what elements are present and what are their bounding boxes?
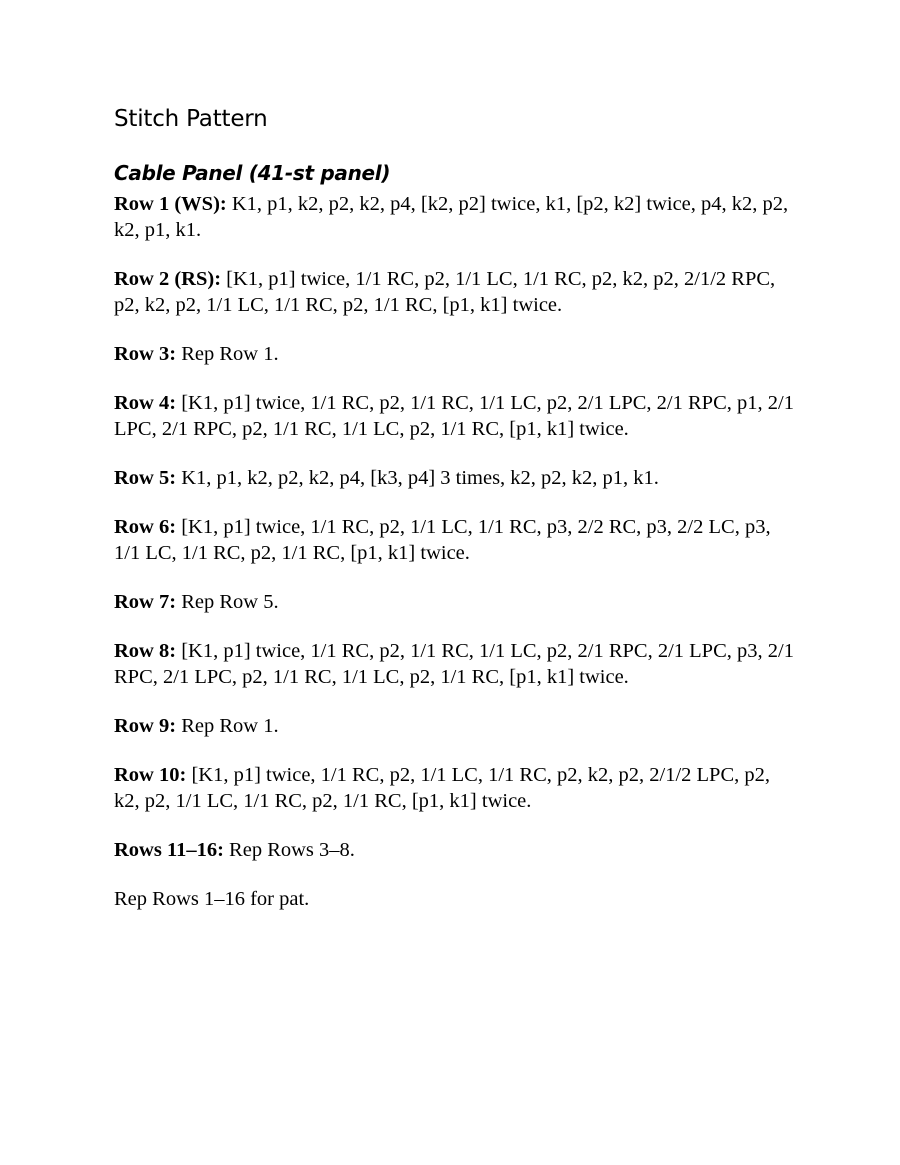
- row-instructions: Rep Row 1.: [176, 715, 279, 737]
- pattern-row: [114, 465, 794, 491]
- panel-subtitle: Cable Panel (41-st panel): [114, 161, 391, 185]
- pattern-row: [114, 762, 794, 814]
- pattern-row: [114, 837, 794, 863]
- row-instructions: [K1, p1] twice, 1/1 RC, p2, 1/1 RC, 1/1 LC, p2, 2/1 RPC, 2/1 LPC, p3, 2/1 RPC, 2/1 LPC, p2, 1/1 RC, 1/1 LC, p2, 1/1 RC, [p1, k1] twice.: [114, 640, 794, 688]
- pattern-row: [114, 191, 794, 243]
- row-instructions: Rep Row 5.: [176, 591, 279, 613]
- pattern-summary: [114, 886, 794, 912]
- row-instructions: K1, p1, k2, p2, k2, p4, [k3, p4] 3 times, k2, p2, k2, p1, k1.: [176, 467, 659, 489]
- row-instructions: Rep Rows 3–8.: [223, 839, 355, 861]
- row-instructions: [K1, p1] twice, 1/1 RC, p2, 1/1 RC, 1/1 LC, p2, 2/1 LPC, 2/1 RPC, p1, 2/1 LPC, 2/1 RPC, p2, 1/1 RC, 1/1 LC, p2, 1/1 RC, [p1, k1] twice.: [114, 392, 794, 440]
- document-page: [114, 104, 794, 935]
- row-label: Row 5:: [114, 467, 177, 489]
- row-instructions: [K1, p1] twice, 1/1 RC, p2, 1/1 LC, 1/1 RC, p3, 2/2 RC, p3, 2/2 LC, p3, 1/1 LC, 1/1 RC, p2, 1/1 RC, [p1, k1] twice.: [114, 516, 771, 564]
- row-instructions: Rep Rows 1–16 for pat.: [114, 888, 310, 910]
- row-label: Row 9:: [114, 715, 177, 737]
- row-label: Row 3:: [114, 343, 177, 365]
- section-title: Stitch Pattern: [114, 106, 268, 132]
- row-label: Row 4:: [114, 392, 177, 414]
- row-label: Row 2 (RS):: [114, 268, 222, 290]
- pattern-row: [114, 713, 794, 739]
- row-instructions: Rep Row 1.: [176, 343, 279, 365]
- pattern-row: [114, 341, 794, 367]
- pattern-row: [114, 514, 794, 566]
- pattern-row: [114, 266, 794, 318]
- pattern-row: [114, 390, 794, 442]
- row-label: Row 10:: [114, 764, 187, 786]
- pattern-row: [114, 589, 794, 615]
- row-instructions: [K1, p1] twice, 1/1 RC, p2, 1/1 LC, 1/1 RC, p2, k2, p2, 2/1/2 LPC, p2, k2, p2, 1/1 LC, 1/1 RC, p2, 1/1 RC, [p1, k1] twice.: [114, 764, 771, 812]
- row-label: Row 6:: [114, 516, 177, 538]
- row-instructions: [K1, p1] twice, 1/1 RC, p2, 1/1 LC, 1/1 RC, p2, k2, p2, 2/1/2 RPC, p2, k2, p2, 1/1 LC, 1/1 RC, p2, 1/1 RC, [p1, k1] twice.: [114, 268, 776, 316]
- pattern-row: [114, 638, 794, 690]
- row-label: Rows 11–16:: [114, 839, 224, 861]
- row-label: Row 1 (WS):: [114, 193, 227, 215]
- row-label: Row 7:: [114, 591, 177, 613]
- row-label: Row 8:: [114, 640, 177, 662]
- row-instructions: K1, p1, k2, p2, k2, p4, [k2, p2] twice, k1, [p2, k2] twice, p4, k2, p2, k2, p1, k1.: [114, 193, 789, 241]
- pattern-rows: [114, 191, 794, 912]
